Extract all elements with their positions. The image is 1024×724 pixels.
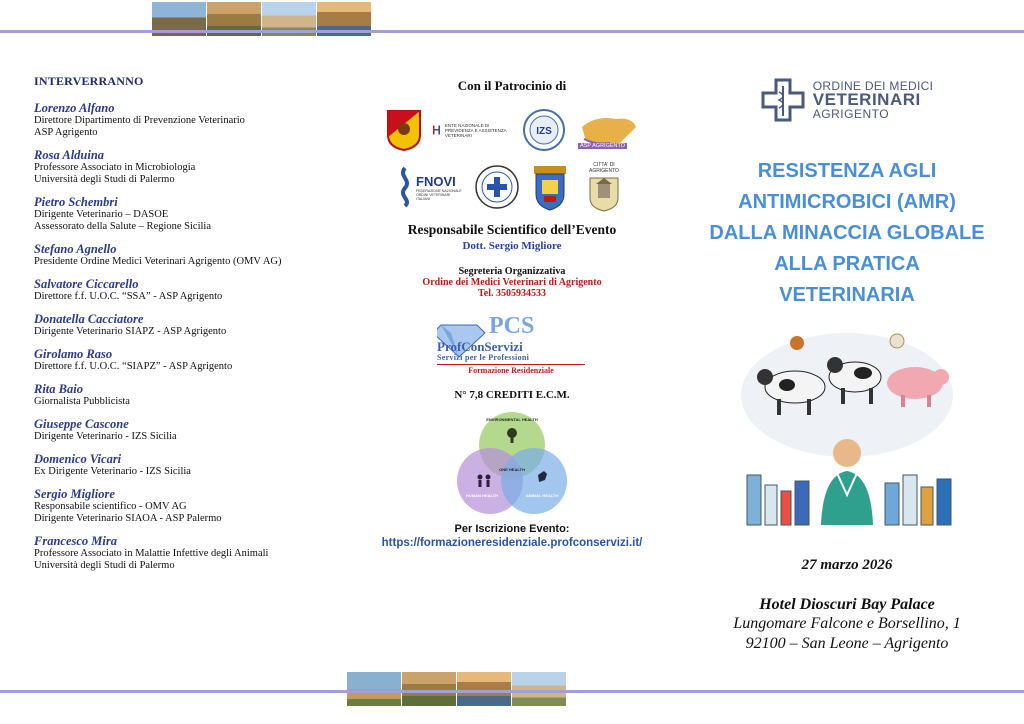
speaker-name: Lorenzo Alfano bbox=[34, 101, 115, 115]
logo-row-2 bbox=[360, 162, 664, 212]
amr-illustration bbox=[737, 325, 957, 535]
speaker-role: Dirigente Veterinario SIAOA - ASP Palermo bbox=[34, 513, 222, 524]
patronage-column bbox=[360, 78, 664, 549]
photo-temple-7 bbox=[457, 672, 512, 706]
event-title-line: ALLA PRATICA bbox=[774, 253, 920, 275]
sicily-region-logo bbox=[386, 109, 422, 151]
venue-address: Lungomare Falcone e Borsellino, 1 bbox=[733, 615, 961, 632]
speaker-role: Direttore f.f. U.O.C. “SSA” - ASP Agrigento bbox=[34, 291, 223, 302]
scientific-lead-title: Responsabile Scientifico dell’Evento bbox=[407, 222, 617, 237]
top-rule bbox=[0, 30, 1024, 33]
medical-seal-logo bbox=[474, 164, 520, 210]
event-title-line: VETERINARIA bbox=[779, 284, 915, 306]
izs-logo bbox=[522, 108, 566, 152]
asp-logo-text: ASP AGRIGENTO bbox=[580, 143, 626, 149]
fnovi-logo bbox=[396, 166, 464, 208]
pcs-logo bbox=[437, 313, 587, 377]
speaker-entry bbox=[34, 148, 344, 186]
speaker-role: Università degli Studi di Palermo bbox=[34, 560, 175, 571]
venn-right-label: ANIMAL HEALTH bbox=[525, 493, 559, 498]
speaker-name: Salvatore Ciccarello bbox=[34, 277, 139, 291]
speaker-name: Stefano Agnello bbox=[34, 242, 117, 256]
speaker-name: Giuseppe Cascone bbox=[34, 417, 129, 431]
speaker-name: Domenico Vicari bbox=[34, 452, 122, 466]
ecm-credits: N° 7,8 CREDITI E.C.M. bbox=[454, 389, 570, 401]
speaker-role: Presidente Ordine Medici Veterinari Agrigento (OMV AG) bbox=[34, 256, 282, 267]
speaker-entry bbox=[34, 417, 344, 443]
agrigento-city-logo bbox=[580, 162, 628, 212]
caduceus-cross-icon bbox=[761, 78, 805, 122]
patronage-title: Con il Patrocinio di bbox=[457, 78, 567, 93]
speaker-role: Giornalista Pubblicista bbox=[34, 396, 130, 407]
speaker-name: Girolamo Raso bbox=[34, 347, 113, 361]
venn-animal-circle bbox=[501, 448, 567, 514]
photo-temple-5 bbox=[347, 672, 402, 706]
speaker-role: Professore Associato in Microbiologia bbox=[34, 162, 196, 173]
photo-temple-6 bbox=[402, 672, 457, 706]
speaker-role: Dirigente Veterinario - IZS Sicilia bbox=[34, 431, 177, 442]
speaker-name: Rosa Alduina bbox=[34, 148, 105, 162]
speaker-role: Professore Associato in Malattie Infettive degli Animali bbox=[34, 548, 269, 559]
fnovi-subtext: FEDERAZIONE NAZIONALE ORDINI VETERINARI ITALIANI bbox=[416, 188, 462, 201]
one-health-venn-diagram bbox=[450, 409, 574, 521]
venn-center-label: ONE HEALTH bbox=[499, 467, 525, 472]
pcs-tagline-text: Servizi per le Professioni bbox=[437, 353, 530, 362]
speaker-role: Direttore f.f. U.O.C. “SIAPZ” - ASP Agrigento bbox=[34, 361, 233, 372]
speaker-entry bbox=[34, 101, 344, 139]
omv-line2: VETERINARI bbox=[812, 90, 921, 109]
city-logo-text: CITTA' DI AGRIGENTO bbox=[589, 162, 619, 174]
speaker-role: Ex Dirigente Veterinario - IZS Sicilia bbox=[34, 466, 191, 477]
event-title-line: ANTIMICROBICI (AMR) bbox=[738, 191, 956, 213]
speakers-column bbox=[34, 74, 344, 581]
scientific-lead-name: Dott. Sergio Migliore bbox=[462, 240, 562, 252]
speaker-entry bbox=[34, 242, 344, 268]
izs-text: IZS bbox=[536, 126, 552, 137]
pcs-brand-text: ProfConServizi bbox=[437, 339, 523, 354]
omv-line3: AGRIGENTO bbox=[812, 107, 890, 121]
venue-name: Hotel Dioscuri Bay Palace bbox=[759, 596, 935, 613]
registration-link[interactable]: https://formazioneresidenziale.profconservizi.it/ bbox=[381, 537, 643, 549]
pcs-big-text: PCS bbox=[489, 313, 535, 339]
bottom-rule bbox=[0, 690, 1024, 693]
tree-icon bbox=[507, 428, 517, 438]
speaker-role: ASP Agrigento bbox=[34, 127, 98, 138]
speakers-heading: INTERVERRANNO bbox=[34, 74, 144, 88]
logo-row-1 bbox=[360, 108, 664, 152]
enpav-logo bbox=[432, 119, 512, 141]
speaker-entry bbox=[34, 452, 344, 478]
venn-left-label: HUMAN HEALTH bbox=[466, 493, 498, 498]
venue-city: 92100 – San Leone – Agrigento bbox=[745, 635, 949, 652]
event-title-line: RESISTENZA AGLI bbox=[757, 160, 937, 182]
speaker-role: Università degli Studi di Palermo bbox=[34, 174, 175, 185]
speaker-role: Responsabile scientifico - OMV AG bbox=[34, 501, 187, 512]
secretariat-org: Ordine dei Medici Veterinari di Agrigento bbox=[422, 277, 602, 288]
speaker-role: Dirigente Veterinario – DASOE bbox=[34, 209, 169, 220]
speaker-role: Assessorato della Salute – Regione Sicilia bbox=[34, 221, 212, 232]
pcs-sub-text: Formazione Residenziale bbox=[437, 364, 585, 375]
secretariat-title: Segreteria Organizzativa bbox=[458, 266, 566, 277]
speaker-list bbox=[34, 101, 344, 572]
speaker-name: Pietro Schembri bbox=[34, 195, 118, 209]
speaker-role: Direttore Dipartimento di Prevenzione Veterinario bbox=[34, 115, 245, 126]
event-date: 27 marzo 2026 bbox=[801, 557, 893, 573]
bottom-photo-strip bbox=[347, 672, 567, 706]
speaker-role: Dirigente Veterinario SIAPZ - ASP Agrigento bbox=[34, 326, 227, 337]
fnovi-text: FNOVI bbox=[416, 173, 456, 189]
event-title bbox=[700, 156, 994, 311]
secretariat-phone: Tel. 3505934533 bbox=[478, 288, 546, 299]
omv-logo bbox=[700, 78, 994, 122]
speaker-entry bbox=[34, 382, 344, 408]
enpav-text: ENTE NAZIONALE DI PREVIDENZA E ASSISTENZA VETERINARI bbox=[444, 122, 507, 138]
speaker-entry bbox=[34, 277, 344, 303]
speaker-name: Donatella Cacciatore bbox=[34, 312, 144, 326]
people-icon bbox=[478, 475, 483, 480]
speaker-name: Francesco Mira bbox=[34, 534, 117, 548]
registration-title: Per Iscrizione Evento: bbox=[454, 523, 570, 535]
venn-top-label: ENVIRONMENTAL HEALTH bbox=[486, 417, 538, 422]
omv-line1: ORDINE DEI MEDICI bbox=[812, 79, 934, 93]
speaker-entry bbox=[34, 312, 344, 338]
asp-agrigento-logo bbox=[576, 109, 638, 151]
speaker-name: Rita Baio bbox=[34, 382, 83, 396]
event-column bbox=[700, 78, 994, 654]
speaker-entry bbox=[34, 195, 344, 233]
event-title-line: DALLA MINACCIA GLOBALE bbox=[709, 222, 985, 244]
photo-temple-8 bbox=[512, 672, 567, 706]
speaker-entry bbox=[34, 487, 344, 525]
speaker-entry bbox=[34, 347, 344, 373]
coat-of-arms-logo bbox=[530, 162, 570, 212]
speaker-entry bbox=[34, 534, 344, 572]
speaker-name: Sergio Migliore bbox=[34, 487, 115, 501]
